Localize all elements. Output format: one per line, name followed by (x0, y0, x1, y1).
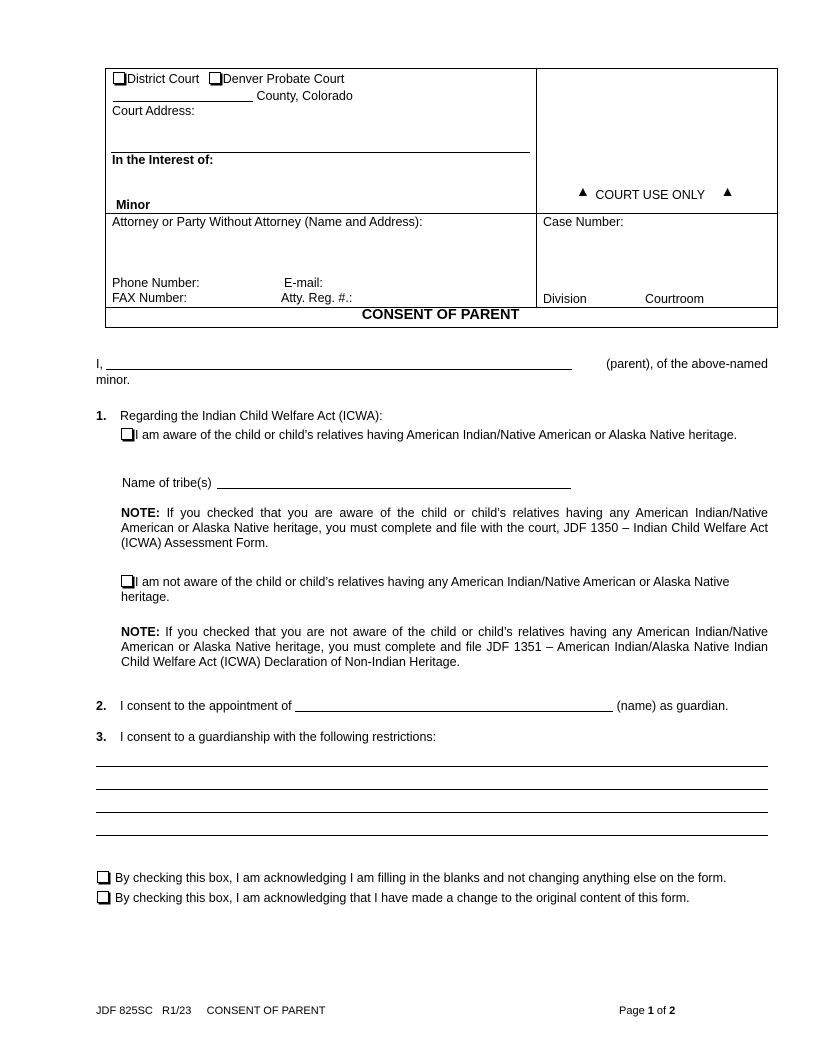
restrictions-line-2[interactable] (96, 789, 768, 790)
intro-line (96, 357, 768, 371)
tribe-input[interactable] (217, 476, 571, 489)
item2-number: 2. (96, 699, 107, 713)
item1-heading: Regarding the Indian Child Welfare Act (ICWA): (120, 409, 383, 423)
case-number-label: Case Number: (543, 215, 624, 229)
item1-number: 1. (96, 409, 107, 423)
attorney-label: Attorney or Party Without Attorney (Name and Address): (112, 215, 423, 229)
note2 (121, 625, 768, 670)
denver-probate-court-checkbox[interactable] (209, 72, 221, 84)
note1-label: NOTE: (121, 506, 160, 520)
footer-page (619, 1005, 675, 1017)
email-label: E-mail: (284, 276, 323, 290)
footer-form-id: JDF 825SC R1/23 CONSENT OF PARENT (96, 1005, 326, 1017)
county-row (113, 89, 353, 103)
intro-minor: minor. (96, 373, 131, 387)
aware-option (121, 428, 741, 443)
up-arrow-icon: ▲ (576, 183, 590, 199)
not-aware-text: I am not aware of the child or child’s relatives having any American Indian/Native American or Alaska Native heritage. (121, 575, 730, 604)
ack-no-change-checkbox[interactable] (97, 871, 109, 883)
guardian-name-input[interactable] (295, 699, 613, 712)
note1-text: If you checked that you are aware of the child or child’s relatives having any American Indian/Native American or Alaska Native heritage, you must complete and file with the court, JDF 1350 – Indian Child Welfare Act (ICWA) Assessment Form. (121, 506, 768, 550)
up-arrow-icon: ▲ (720, 183, 735, 199)
item2-prefix: I consent to the appointment of (120, 699, 292, 713)
minor-label: Minor (116, 198, 151, 212)
county-input[interactable] (113, 89, 253, 102)
denver-probate-court-label: Denver Probate Court (222, 72, 345, 86)
restrictions-line-1[interactable] (96, 766, 768, 767)
ack-changed (97, 891, 690, 905)
note2-label: NOTE: (121, 625, 160, 639)
not-aware-option (121, 575, 746, 605)
ack-changed-text: By checking this box, I am acknowledging that I have made a change to the original content of this form. (115, 891, 690, 905)
aware-checkbox[interactable] (121, 428, 133, 440)
intro-prefix: I, (96, 357, 103, 371)
footer-page-current: 1 (647, 1005, 654, 1017)
court-use-only (576, 183, 734, 202)
not-aware-checkbox[interactable] (121, 575, 133, 587)
aware-text: I am aware of the child or child’s relatives having American Indian/Native American or Alaska Native heritage. (135, 428, 738, 442)
footer-page-mid: of (653, 1005, 670, 1017)
court-use-only-label: COURT USE ONLY (595, 188, 706, 202)
ack-no-change (97, 871, 726, 885)
footer-page-total: 2 (669, 1005, 676, 1017)
caption-divider-vertical (536, 68, 537, 307)
courtroom-label: Courtroom (645, 292, 705, 306)
district-court-checkbox[interactable] (113, 72, 125, 84)
note2-text: If you checked that you are not aware of the child or child’s relatives having any American Indian/Native American or Alaska Native heritage, you must complete and file JDF 1351 – American Indian/Alaska Native Indian Child Welfare Act (ICWA) Declaration of Non-Indian Heritage. (121, 625, 768, 669)
form-title: CONSENT OF PARENT (361, 307, 520, 323)
tribe-row (122, 476, 571, 490)
court-address-label: Court Address: (112, 104, 195, 118)
item2-row (120, 699, 729, 713)
footer-page-prefix: Page (619, 1005, 648, 1017)
ack-no-change-text: By checking this box, I am acknowledging I am filling in the blanks and not changing anything else on the form. (115, 871, 727, 885)
restrictions-line-3[interactable] (96, 812, 768, 813)
intro-parent-suffix: (parent), of the above-named (606, 357, 768, 371)
district-court-label: District Court (127, 72, 200, 86)
county-colorado-label: County, Colorado (256, 89, 353, 103)
ack-changed-checkbox[interactable] (97, 891, 109, 903)
item3-text: I consent to a guardianship with the following restrictions: (120, 730, 437, 744)
item3-number: 3. (96, 730, 107, 744)
in-the-interest-of-label: In the Interest of: (112, 153, 214, 167)
item2-suffix: (name) as guardian. (616, 699, 729, 713)
note1 (121, 506, 768, 551)
court-selection-row (113, 72, 344, 86)
division-label: Division (543, 292, 587, 306)
fax-number-label: FAX Number: (112, 291, 188, 305)
tribe-label: Name of tribe(s) (122, 476, 212, 490)
phone-number-label: Phone Number: (112, 276, 200, 290)
parent-name-input[interactable] (106, 357, 572, 370)
atty-reg-label: Atty. Reg. #.: (281, 291, 353, 305)
caption-divider-row1 (105, 213, 777, 214)
restrictions-line-4[interactable] (96, 835, 768, 836)
